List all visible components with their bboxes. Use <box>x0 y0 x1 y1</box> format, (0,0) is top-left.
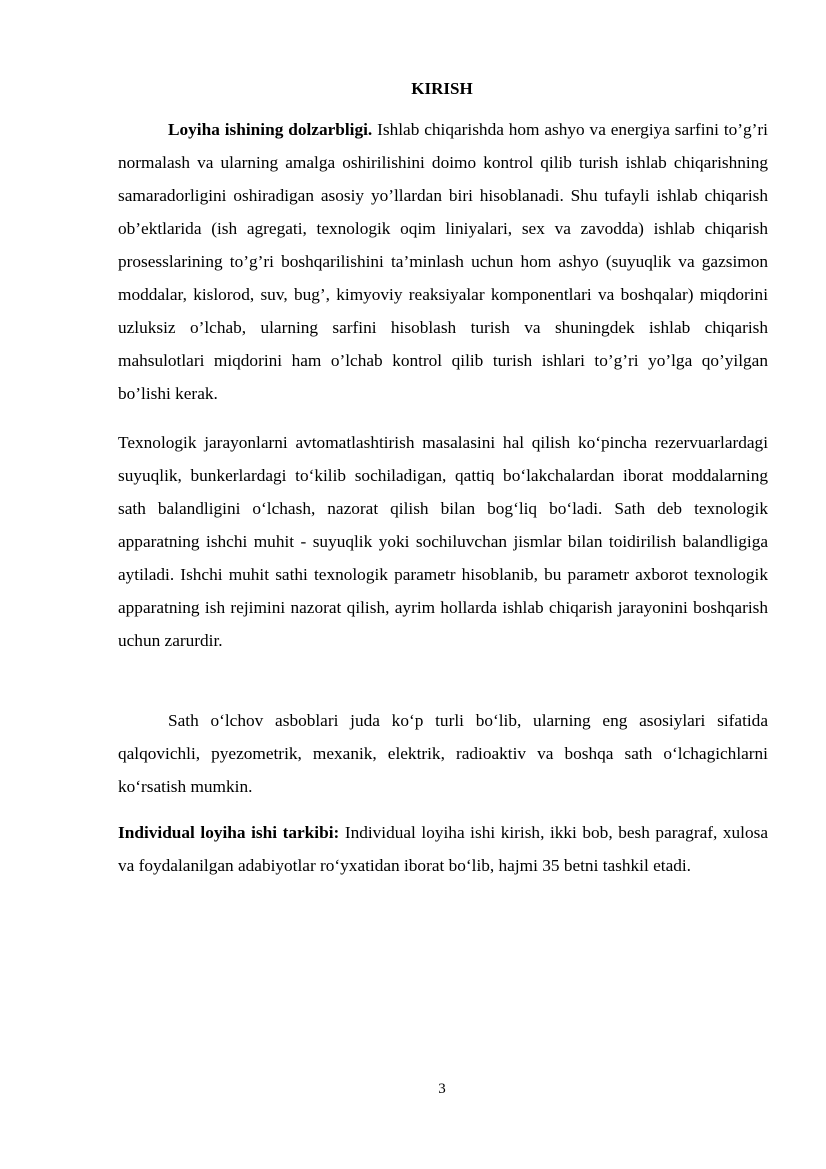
paragraph-text-level-instruments: Sath o‘lchov asboblari juda ko‘p turli bo‘lib, ularning eng asosiylari sifatida qalqovichli, pyezometrik, mexanik, elektrik, radioaktiv va boshqa sath o‘lchagichlarni ko‘rsatish mumkin. <box>118 711 768 796</box>
paragraph-automation <box>118 426 768 657</box>
page-number: 3 <box>438 1081 446 1097</box>
paragraph-relevance <box>118 113 768 410</box>
paragraph-structure <box>118 816 768 882</box>
page-title: KIRISH <box>411 79 473 98</box>
paragraph-lead-structure: Individual loyiha ishi tarkibi: <box>118 823 340 842</box>
paragraph-text-structure: Individual loyiha ishi kirish, ikki bob, besh paragraf, xulosa va foydalanilgan adabiyotlar ro‘yxatidan iborat bo‘lib, hajmi 35 betni tashkil etadi. <box>118 823 768 875</box>
paragraph-text-relevance: Ishlab chiqarishda hom ashyo va energiya sarfini to’g’ri normalash va ularning amalga oshirilishini doimo kontrol qilib turish ishlab chiqarishning samaradorligini oshiradigan asosiy yo’llardan biri hisoblanadi. Shu tufayli ishlab chiqarish ob’ektlarida (ish agregati, texnologik oqim liniyalari, sex va zavodda) ishlab chiqarish prosesslarining to’g’ri boshqarilishini ta’minlash uchun hom ashyo (suyuqlik va gazsimon moddalar, kislorod, suv, bug’, kimyoviy reaksiyalar komponentlari va boshqalar) miqdorini uzluksiz o’lchab, ularning sarfini hisoblash turish va shuningdek ishlab chiqarish mahsulotlari miqdorini ham o’lchab kontrol qilib turish ishlari to’g’ri yo’lga qo’yilgan bo’lishi kerak. <box>118 120 768 403</box>
paragraph-text-automation: Texnologik jarayonlarni avtomatlashtirish masalasini hal qilish ko‘pincha rezervuarlardagi suyuqlik, bunkerlardagi to‘kilib sochiladigan, qattiq bo‘lakchalardan iborat moddalarning sath balandligini o‘lchash, nazorat qilish bilan bog‘liq bo‘ladi. Sath deb texnologik apparatning ishchi muhit - suyuqlik yoki sochiluvchan jismlar bilan toidirilish balandligiga aytiladi. Ishchi muhit sathi texnologik parametr hisoblanib, bu parametr axborot texnologik apparatning ish rejimini nazorat qilish, ayrim hollarda ishlab chiqarish jarayonini boshqarish uchun zarurdir. <box>118 433 768 650</box>
paragraph-lead-relevance: Loyiha ishining dolzarbligi. <box>168 120 373 139</box>
paragraph-level-instruments <box>118 704 768 803</box>
